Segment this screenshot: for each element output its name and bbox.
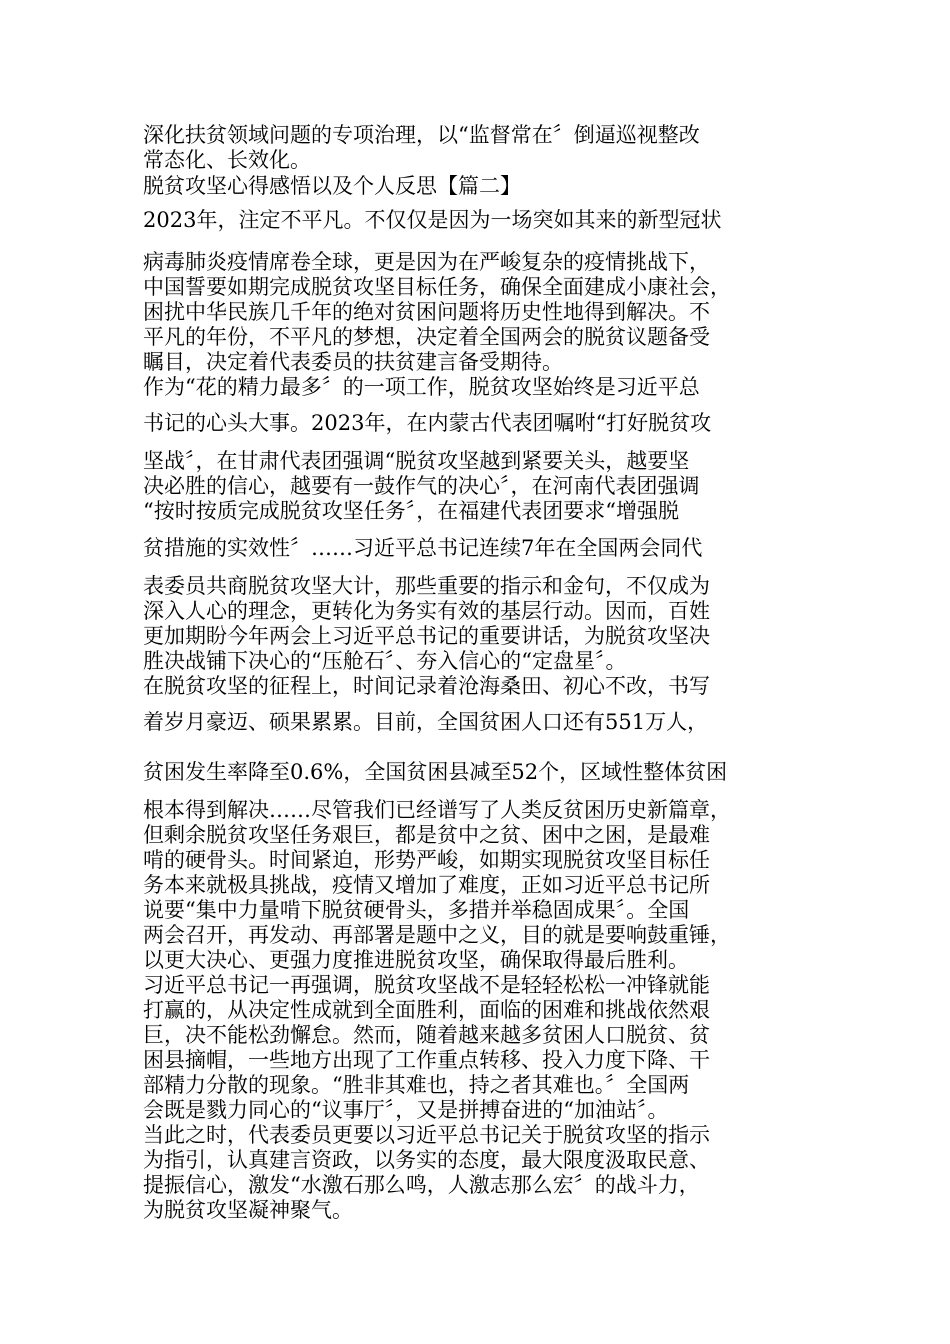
text-line: 部精力分散的现象。“胜非其难也，持之者其难也。〞全国两 — [143, 1073, 690, 1097]
text-line: 着岁月豪迈、硕果累累。目前，全国贫困人口还有551万人， — [143, 710, 709, 734]
text-line: 常态化、长效化。 — [143, 148, 311, 172]
text-line: 说要“集中力量啃下脱贫硬骨头，多措并举稳固成果〞。全国 — [143, 898, 690, 922]
text-line: 以更大决心、更强力度推进脱贫攻坚，确保取得最后胜利。 — [143, 948, 689, 972]
text-line: 务本来就极具挑战，疫情又增加了难度，正如习近平总书记所 — [143, 873, 710, 897]
text-line: 贫困发生率降至0.6%，全国贫困县减至52个，区域性整体贫困 — [143, 760, 728, 784]
text-line: 平凡的年份，不平凡的梦想，决定着全国两会的脱贫议题备受 — [143, 325, 710, 349]
text-line: 深入人心的理念，更转化为务实有效的基层行动。因而，百姓 — [143, 599, 710, 623]
text-line: 表委员共商脱贫攻坚大计，那些重要的指示和金句，不仅成为 — [143, 574, 710, 598]
text-line: 两会召开，再发动、再部署是题中之义，目的就是要响鼓重锤， — [143, 923, 731, 947]
text-line: 决必胜的信心，越要有一鼓作气的决心〞，在河南代表团强调 — [143, 474, 700, 498]
text-line: 更加期盼今年两会上习近平总书记的重要讲话，为脱贫攻坚决 — [143, 624, 710, 648]
text-line: 根本得到解决……尽管我们已经谱写了人类反贫困历史新篇章， — [143, 798, 731, 822]
text-line: 会既是戮力同心的“议事厅〞，又是拼搏奋进的“加油站〞。 — [143, 1098, 669, 1122]
text-line: 当此之时，代表委员更要以习近平总书记关于脱贫攻坚的指示 — [143, 1123, 710, 1147]
text-line: 中国誓要如期完成脱贫攻坚目标任务，确保全面建成小康社会， — [143, 275, 731, 299]
text-line: 啃的硬骨头。时间紧迫，形势严峻，如期实现脱贫攻坚目标任 — [143, 848, 710, 872]
text-line: 2023年，注定不平凡。不仅仅是因为一场突如其来的新型冠状 — [143, 208, 722, 232]
text-line: 困县摘帽，一些地方出现了工作重点转移、投入力度下降、干 — [143, 1048, 710, 1072]
text-line: 深化扶贫领域问题的专项治理，以“监督常在〞倒逼巡视整改 — [143, 123, 700, 147]
text-line: 困扰中华民族几千年的绝对贫困问题将历史性地得到解决。不 — [143, 300, 710, 324]
text-line: 但剩余脱贫攻坚任务艰巨，都是贫中之贫、困中之困，是最难 — [143, 823, 710, 847]
text-line: 巨，决不能松劲懈怠。然而，随着越来越多贫困人口脱贫、贫 — [143, 1023, 710, 1047]
text-line: “按时按质完成脱贫攻坚任务〞，在福建代表团要求“增强脱 — [143, 499, 679, 523]
section-heading: 脱贫攻坚心得感悟以及个人反思【篇二】 — [143, 174, 521, 198]
text-line: 坚战〞，在甘肃代表团强调“脱贫攻坚越到紧要关头，越要坚 — [143, 449, 690, 473]
text-line: 为指引，认真建言资政，以务实的态度，最大限度汲取民意、 — [143, 1148, 710, 1172]
text-line: 打赢的，从决定性成就到全面胜利，面临的困难和挑战依然艰 — [143, 998, 710, 1022]
text-line: 在脱贫攻坚的征程上，时间记录着沧海桑田、初心不改，书写 — [143, 674, 710, 698]
text-line: 作为“花的精力最多〞的一项工作，脱贫攻坚始终是习近平总 — [143, 375, 700, 399]
text-line: 胜决战铺下决心的“压舱石〞、夯入信心的“定盘星〞。 — [143, 649, 627, 673]
text-line: 书记的心头大事。2023年，在内蒙古代表团嘱咐“打好脱贫攻 — [143, 411, 712, 435]
text-line: 为脱贫攻坚凝神聚气。 — [143, 1198, 353, 1222]
text-line: 瞩目，决定着代表委员的扶贫建言备受期待。 — [143, 350, 563, 374]
text-line: 习近平总书记一再强调，脱贫攻坚战不是轻轻松松一冲锋就能 — [143, 973, 710, 997]
text-line: 病毒肺炎疫情席卷全球，更是因为在严峻复杂的疫情挑战下， — [143, 250, 710, 274]
text-line: 提振信心，激发“水激石那么鸣，人激志那么宏〞的战斗力， — [143, 1173, 700, 1197]
text-line: 贫措施的实效性〞……习近平总书记连续7年在全国两会同代 — [143, 536, 703, 560]
